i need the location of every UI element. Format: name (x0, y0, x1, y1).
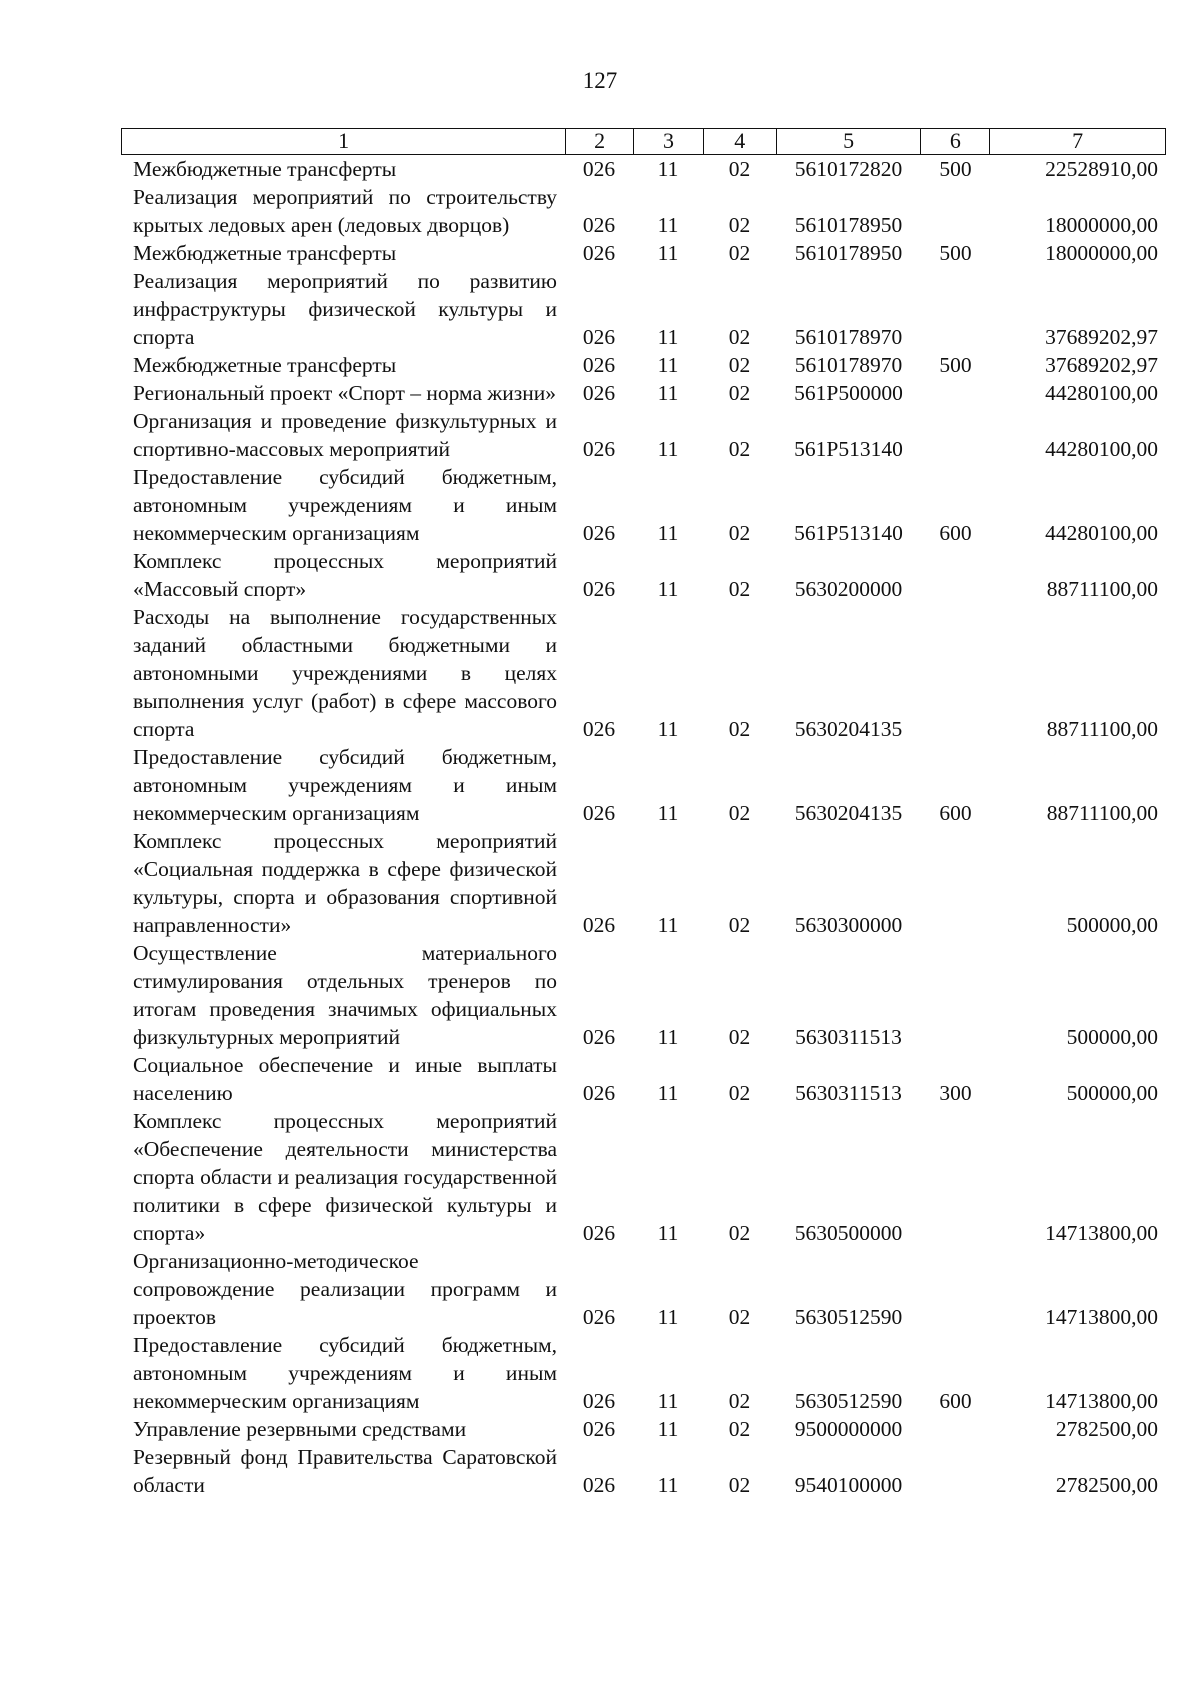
row-col-2: 026 (582, 1417, 616, 1441)
row-amount: 44280100,00 (1045, 521, 1158, 545)
header-col-1: 1 (338, 128, 350, 153)
row-col-3: 11 (657, 213, 679, 237)
row-col-2: 026 (582, 1389, 616, 1413)
row-col-6: 500 (939, 157, 972, 181)
row-col-3: 11 (657, 1081, 679, 1105)
header-col-2: 2 (565, 129, 633, 154)
table-row (121, 1443, 1166, 1499)
row-col-3: 11 (657, 1473, 679, 1497)
row-col-4: 02 (728, 1389, 751, 1413)
page-number: 127 (582, 68, 618, 93)
row-amount: 22528910,00 (1045, 157, 1158, 181)
row-name: Организация и проведение физкультурных и спортивно-массовых мероприятий (133, 409, 557, 461)
header-col-4: 4 (703, 129, 776, 154)
row-amount: 2782500,00 (1055, 1473, 1158, 1497)
table-row (121, 1107, 1166, 1247)
table-row (121, 351, 1166, 379)
row-col-2: 026 (582, 157, 616, 181)
row-col-5: 5630311513 (795, 1025, 902, 1049)
row-col-2: 026 (582, 213, 616, 237)
row-name: Реализация мероприятий по строительству крытых ледовых арен (ледовых дворцов) (133, 185, 557, 237)
row-amount: 88711100,00 (1046, 717, 1158, 741)
row-col-3: 11 (657, 437, 679, 461)
row-col-6: 600 (939, 521, 972, 545)
row-col-3: 11 (657, 1305, 679, 1329)
row-col-5: 5630300000 (794, 913, 903, 937)
row-name: Комплекс процессных мероприятий «Обеспечение деятельности министерства спорта области и реализация государственной политики в сфере физической культуры и спорта» (133, 1109, 557, 1245)
row-col-6: 500 (939, 241, 972, 265)
row-name: Комплекс процессных мероприятий «Социальная поддержка в сфере физической культуры, спорта и образования спортивной направленности» (133, 829, 557, 937)
table-row (121, 1415, 1166, 1443)
row-col-2: 026 (582, 437, 616, 461)
row-col-2: 026 (582, 801, 616, 825)
row-col-3: 11 (657, 1025, 679, 1049)
row-amount: 14713800,00 (1045, 1305, 1158, 1329)
row-col-5: 5610178950 (794, 241, 903, 265)
row-col-3: 11 (657, 1221, 679, 1245)
row-amount: 37689202,97 (1045, 325, 1158, 349)
table-row (121, 827, 1166, 939)
row-amount: 14713800,00 (1045, 1221, 1158, 1245)
row-amount: 18000000,00 (1045, 241, 1158, 265)
row-name: Комплекс процессных мероприятий «Массовый спорт» (133, 549, 557, 601)
row-col-6: 300 (939, 1081, 972, 1105)
row-col-3: 11 (657, 325, 679, 349)
table-header (121, 128, 1166, 155)
row-col-6: 600 (939, 1389, 972, 1413)
row-col-4: 02 (728, 577, 751, 601)
header-col-5: 5 (776, 129, 921, 154)
table-row (121, 183, 1166, 239)
row-col-5: 5630204135 (794, 717, 903, 741)
row-col-4: 02 (728, 913, 751, 937)
row-name: Предоставление субсидий бюджетным, автономным учреждениям и иным некоммерческим организациям (133, 745, 557, 825)
row-col-4: 02 (728, 325, 751, 349)
row-name: Межбюджетные трансферты (133, 353, 397, 377)
row-name: Межбюджетные трансферты (133, 241, 397, 265)
table-row (121, 547, 1166, 603)
row-col-3: 11 (657, 801, 679, 825)
row-col-5: 561P513140 (794, 437, 903, 461)
row-col-6: 500 (939, 353, 972, 377)
row-col-5: 561P513140 (794, 521, 903, 545)
row-col-4: 02 (728, 1417, 751, 1441)
header-col-6: 6 (920, 129, 989, 154)
row-col-2: 026 (582, 913, 616, 937)
row-amount: 88711100,00 (1046, 801, 1158, 825)
row-col-5: 5630512590 (794, 1389, 903, 1413)
row-amount: 37689202,97 (1045, 353, 1158, 377)
row-col-2: 026 (582, 1081, 616, 1105)
table-row (121, 379, 1166, 407)
row-name: Реализация мероприятий по развитию инфраструктуры физической культуры и спорта (133, 269, 557, 349)
row-col-4: 02 (728, 353, 751, 377)
header-col-3: 3 (633, 129, 703, 154)
row-name: Предоставление субсидий бюджетным, автономным учреждениям и иным некоммерческим организациям (133, 465, 557, 545)
row-col-5: 9540100000 (794, 1473, 903, 1497)
header-col-7: 7 (989, 129, 1165, 154)
row-col-2: 026 (582, 577, 616, 601)
row-col-2: 026 (582, 1473, 616, 1497)
table-row (121, 463, 1166, 547)
row-amount: 500000,00 (1066, 1081, 1158, 1105)
row-col-3: 11 (657, 913, 679, 937)
table-row (121, 239, 1166, 267)
row-col-5: 5630512590 (794, 1305, 903, 1329)
row-col-4: 02 (728, 213, 751, 237)
row-col-5: 5610178950 (794, 213, 903, 237)
row-col-5: 5630311513 (795, 1081, 902, 1105)
table-body (121, 155, 1166, 1499)
row-col-4: 02 (728, 437, 751, 461)
row-col-2: 026 (582, 717, 616, 741)
row-amount: 500000,00 (1066, 1025, 1158, 1049)
row-col-3: 11 (657, 241, 679, 265)
table-row (121, 939, 1166, 1051)
row-name: Осуществление материального стимулирования отдельных тренеров по итогам проведения значимых официальных физкультурных мероприятий (133, 941, 557, 1049)
row-col-4: 02 (728, 157, 751, 181)
row-col-5: 5630500000 (794, 1221, 903, 1245)
row-amount: 14713800,00 (1045, 1389, 1158, 1413)
row-col-2: 026 (582, 241, 616, 265)
row-col-2: 026 (582, 1305, 616, 1329)
row-col-2: 026 (582, 1221, 616, 1245)
row-name: Управление резервными средствами (133, 1417, 467, 1441)
row-col-5: 561P500000 (794, 381, 903, 405)
row-name: Межбюджетные трансферты (133, 157, 397, 181)
row-name: Предоставление субсидий бюджетным, автономным учреждениям и иным некоммерческим организациям (133, 1333, 557, 1413)
row-col-4: 02 (728, 241, 751, 265)
row-col-3: 11 (657, 1389, 679, 1413)
budget-table (121, 128, 1166, 1499)
row-amount: 2782500,00 (1055, 1417, 1158, 1441)
row-name: Резервный фонд Правительства Саратовской области (133, 1445, 557, 1497)
row-amount: 44280100,00 (1045, 381, 1158, 405)
row-col-4: 02 (728, 801, 751, 825)
row-col-4: 02 (728, 1081, 751, 1105)
row-col-4: 02 (728, 1025, 751, 1049)
row-col-2: 026 (582, 1025, 616, 1049)
row-col-3: 11 (657, 353, 679, 377)
row-col-5: 5610178970 (794, 325, 903, 349)
row-name: Расходы на выполнение государственных заданий областными бюджетными и автономными учреждениями в целях выполнения услуг (работ) в сфере массового спорта (133, 605, 557, 741)
row-col-2: 026 (582, 381, 616, 405)
row-col-2: 026 (582, 353, 616, 377)
row-col-2: 026 (582, 521, 616, 545)
row-col-3: 11 (657, 577, 679, 601)
row-col-3: 11 (657, 1417, 679, 1441)
row-col-5: 5610178970 (794, 353, 903, 377)
row-col-4: 02 (728, 381, 751, 405)
row-amount: 44280100,00 (1045, 437, 1158, 461)
row-col-2: 026 (582, 325, 616, 349)
row-col-4: 02 (728, 1221, 751, 1245)
row-col-5: 5610172820 (794, 157, 903, 181)
row-col-4: 02 (728, 717, 751, 741)
row-amount: 18000000,00 (1045, 213, 1158, 237)
table-row (121, 1331, 1166, 1415)
table-row (121, 267, 1166, 351)
row-col-4: 02 (728, 1305, 751, 1329)
row-amount: 88711100,00 (1046, 577, 1158, 601)
table-row (121, 1247, 1166, 1331)
row-col-3: 11 (657, 717, 679, 741)
row-col-3: 11 (657, 157, 679, 181)
table-row (121, 743, 1166, 827)
row-name: Социальное обеспечение и иные выплаты населению (133, 1053, 557, 1105)
row-col-6: 600 (939, 801, 972, 825)
row-col-5: 9500000000 (794, 1417, 903, 1441)
table-row (121, 407, 1166, 463)
table-row (121, 1051, 1166, 1107)
row-col-3: 11 (657, 381, 679, 405)
row-col-4: 02 (728, 1473, 751, 1497)
table-row (121, 155, 1166, 183)
row-amount: 500000,00 (1066, 913, 1158, 937)
table-row (121, 603, 1166, 743)
row-col-3: 11 (657, 521, 679, 545)
row-name: Организационно-методическое сопровождение реализации программ и проектов (133, 1249, 557, 1329)
row-col-5: 5630204135 (794, 801, 903, 825)
row-col-4: 02 (728, 521, 751, 545)
row-col-5: 5630200000 (794, 577, 903, 601)
row-name: Региональный проект «Спорт – норма жизни» (133, 381, 557, 405)
